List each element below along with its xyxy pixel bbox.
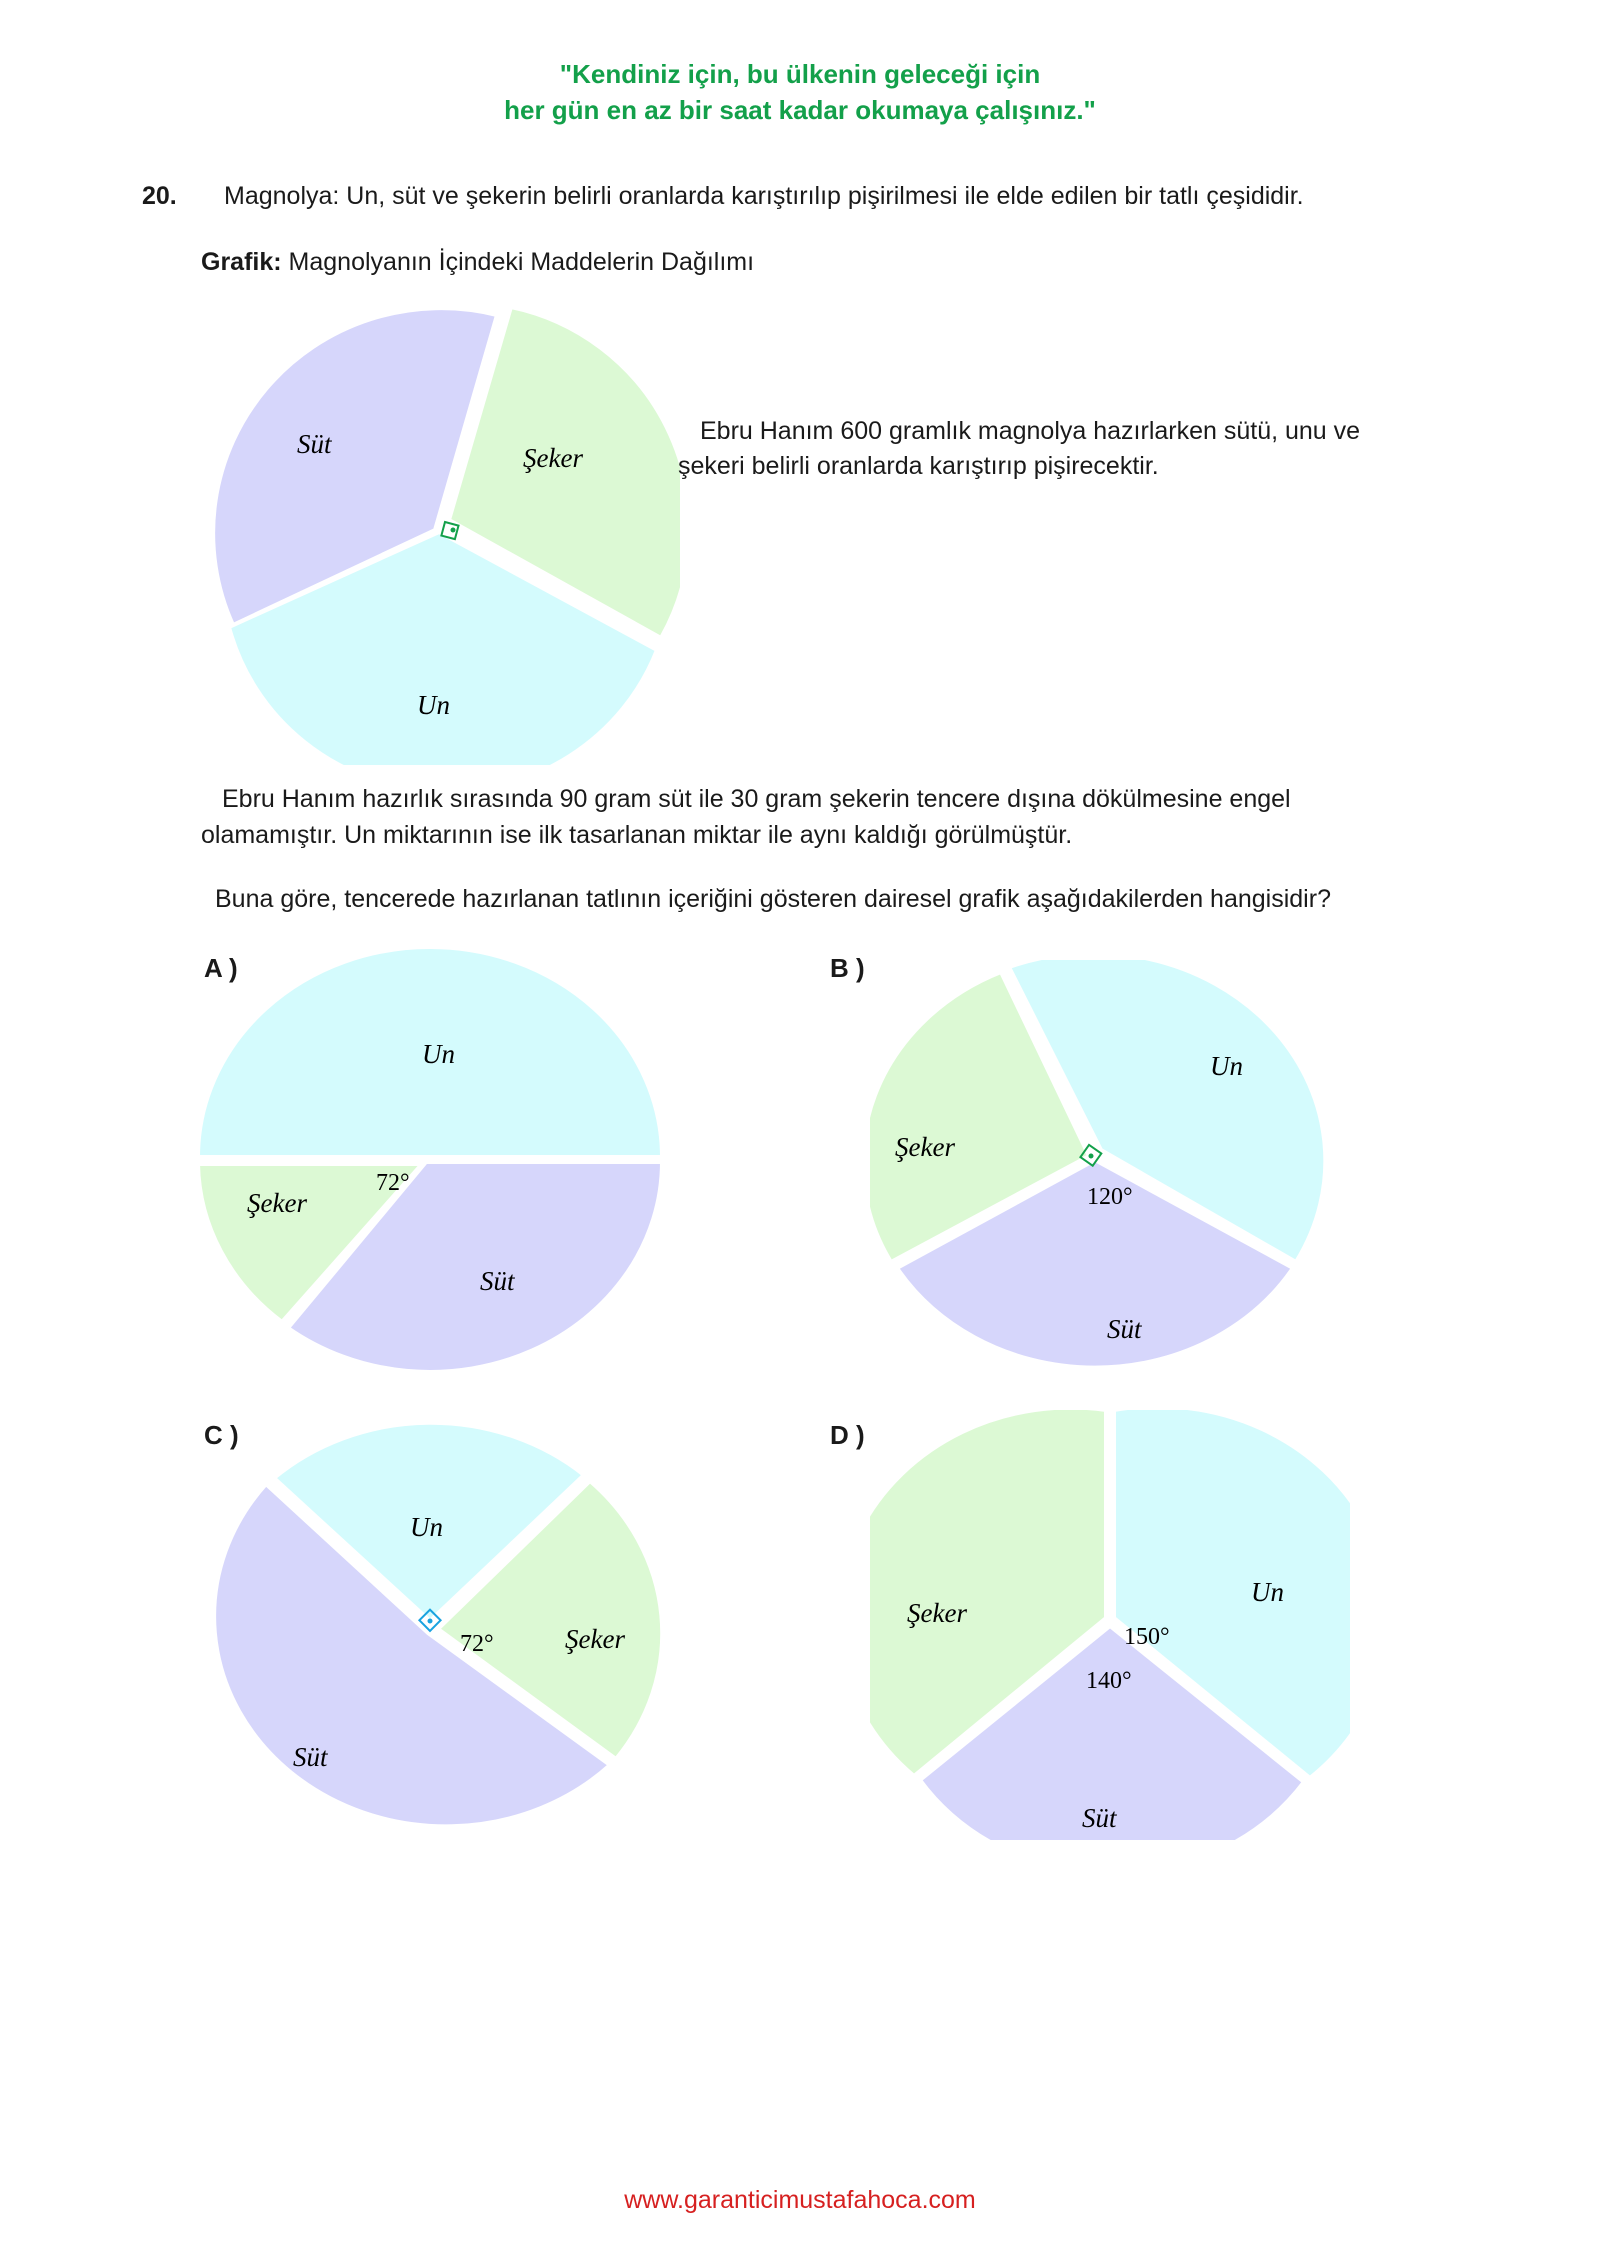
- option-c-label-un: Un: [410, 1512, 443, 1542]
- question-number: 20.: [142, 182, 177, 210]
- footer-url[interactable]: www.garanticimustafahoca.com: [624, 2186, 976, 2214]
- graph-title-text: Magnolyanın İçindeki Maddelerin Dağılımı: [288, 248, 755, 276]
- paragraph-2-line-2: olamamıştır. Un miktarının ise ilk tasarlanan miktar ile aynı kaldığı görülmüştür.: [201, 821, 1073, 849]
- option-b-right-angle-dot: [1089, 1154, 1094, 1159]
- question-intro: Magnolya: Un, süt ve şekerin belirli oranlarda karıştırılıp pişirilmesi ile elde edilen bir tatlı çeşididir.: [224, 182, 1304, 210]
- main-pie-chart: [190, 305, 680, 765]
- paragraph-2-line-1: Ebru Hanım hazırlık sırasında 90 gram süt ile 30 gram şekerin tencere dışına dökülmesine engel: [222, 785, 1291, 813]
- main-label-seker: Şeker: [523, 443, 583, 473]
- option-c-label[interactable]: C ): [204, 1420, 239, 1450]
- option-c-label-sut: Süt: [293, 1742, 328, 1772]
- option-a-angle-label: 72°: [376, 1170, 410, 1196]
- option-d-label-sut: Süt: [1082, 1803, 1117, 1833]
- graph-title-label: Grafik:: [201, 248, 282, 276]
- question-prompt: Buna göre, tencerede hazırlanan tatlının içeriğini gösteren dairesel grafik aşağıdakilerden hangisidir?: [215, 885, 1331, 913]
- option-d-pie-chart[interactable]: [870, 1410, 1350, 1840]
- option-b-label-un: Un: [1210, 1051, 1243, 1081]
- graph-title: [201, 248, 754, 277]
- motto-line-2: her gün en az bir saat kadar okumaya çalışınız.": [504, 95, 1096, 125]
- side-text-line-1: Ebru Hanım 600 gramlık magnolya hazırlarken sütü, unu ve: [700, 417, 1361, 445]
- option-a-pie-chart[interactable]: [195, 945, 670, 1375]
- option-b-angle-label: 120°: [1087, 1184, 1133, 1210]
- option-b-label-seker: Şeker: [895, 1132, 955, 1162]
- main-right-angle-dot: [451, 528, 456, 533]
- option-d-angle-label-1: 150°: [1124, 1624, 1170, 1650]
- main-label-un: Un: [417, 690, 450, 720]
- option-c-label-seker: Şeker: [565, 1624, 625, 1654]
- option-a-label-seker: Şeker: [247, 1188, 307, 1218]
- side-text-line-2: şekeri belirli oranlarda karıştırıp pişirecektir.: [678, 452, 1159, 480]
- option-c-angle-label: 72°: [460, 1631, 494, 1657]
- option-a-label[interactable]: A ): [204, 953, 238, 983]
- option-b-pie-chart[interactable]: [870, 960, 1350, 1380]
- option-d-angle-label-2: 140°: [1086, 1668, 1132, 1694]
- option-b-label-sut: Süt: [1107, 1314, 1142, 1344]
- option-a-label-sut: Süt: [480, 1266, 515, 1296]
- option-a-label-un: Un: [422, 1039, 455, 1069]
- option-d-label-un: Un: [1251, 1577, 1284, 1607]
- option-c-right-angle-dot: [428, 1619, 433, 1624]
- option-d-label[interactable]: D ): [830, 1420, 865, 1450]
- option-c-pie-chart[interactable]: [195, 1415, 670, 1845]
- option-d-label-seker: Şeker: [907, 1598, 967, 1628]
- motto-line-1: "Kendiniz için, bu ülkenin geleceği için: [559, 59, 1041, 89]
- main-label-sut: Süt: [297, 429, 332, 459]
- option-b-label[interactable]: B ): [830, 953, 865, 983]
